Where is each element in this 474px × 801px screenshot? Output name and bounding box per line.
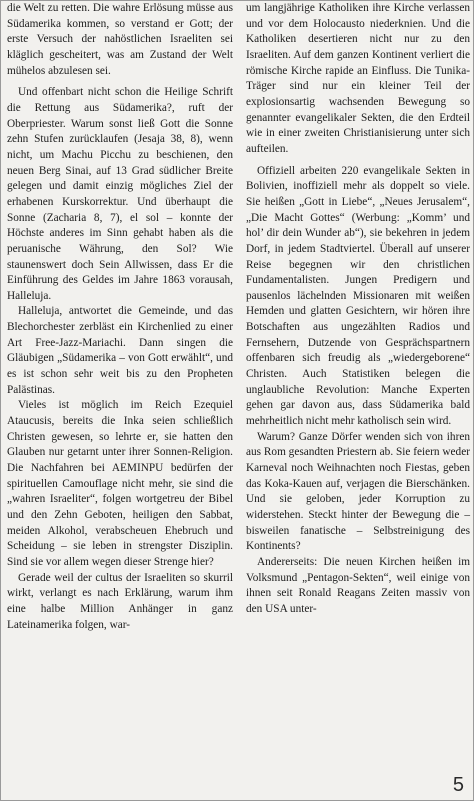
left-column (7, 1, 233, 633)
paragraph: die Welt zu retten. Die wahre Erlösung müsse aus Südamerika kommen, so verstand er Gott; der erste Versuch der nahöstlichen Israeliten sei kläglich gescheitert, was am Zustand der Welt mühelos abzulesen sei. (7, 2, 233, 77)
paragraph: Gerade weil der cultus der Israeliten so skurril wirkt, verlangt es nach Erklärung, warum ihm eine halbe Million Anhänger in ganz Lateinamerika folgen, war- (7, 571, 233, 631)
paragraph: um langjährige Katholiken ihre Kirche verlassen und vor dem Holocausto niederknien. Und die Katholiken desertieren nicht nur zu den Israeliten. Auf dem ganzen Kontinent verliert die römische Kirche rapide an Einfluss. Die Tunika-Träger sind nur ein kleiner Teil der explosionsartig wachsenden Bewegung so genannter evangelikaler Sekten, die den Erdteil wie in einer zweiten Christianisierung unter sich aufteilen. (246, 2, 470, 155)
paragraph: Andererseits: Die neuen Kirchen heißen im Volksmund „Pentagon-Sekten“, weil einige von ihnen seit Ronald Reagans Zeiten massiv von den USA unter- (246, 555, 470, 615)
paragraph: Und offenbart nicht schon die Heilige Schrift die Rettung aus Südamerika?, ruft der Oberpriester. Warum sonst ließ Gott die Sonne zehn Stufen zurücklaufen (Jesaja 38, 8), wenn nicht, um Machu Picchu zu beschienen, den neuen Berg Sinai, auf 13 Grad südlicher Breite gelegen und damit einzig mögliches Ziel der erhabenen Kurskorrektur. Und überhaupt die Sonne (Zacharia 8, 7), el sol – konnte der Höchste anderes im Sinn gehabt haben als die peruanische Währung, den Sol? Wie staunenswert doch Sein Allwissen, dass Er die Einführung des Geldes im Jahre 1863 vorausah, Halleluja. (7, 86, 233, 302)
paragraph: Halleluja, antwortet die Gemeinde, und das Blechorchester zerbläst ein Kirchenlied zu einer Art Free-Jazz-Mariachi. Dann singen die Gläubigen „Südamerika – von Gott erwählt“, und es ist schon sehr weit bis zu den Propheten Palästinas. (7, 305, 233, 396)
paragraph: Vieles ist möglich im Reich Ezequiel Ataucusis, bereits die Inka seien schließlich Christen gewesen, so lehrte er, sie hatten den Glauben nur getarnt unter ihrer Sonnen-Religion. Die Nachfahren bei AEMINPU bedürfen der spirituellen Camouflage nicht mehr, sie sind die „wahren Israeliter“, folgen wortgetreu der Bibel und den Zehn Geboten, heiligen den Sabbat, meiden Alkohol, verabscheuen Ehebruch und Scheidung – sie leben in strengster Disziplin. Sind sie vor allem wegen dieser Strenge hier? (7, 399, 233, 568)
paragraph: Warum? Ganze Dörfer wenden sich von ihren aus Rom gesandten Priestern ab. Sie feiern weder Karneval noch Weihnachten noch Fiestas, geben das Koka-Kauen auf, verjagen die Bierschänken. Und sie geloben, jeder Korruption zu widerstehen. Steckt hinter der Bewegung die – bisweilen fanatische – Selbstreinigung des Kontinents? (246, 430, 470, 553)
page-number: 5 (452, 774, 464, 796)
right-column (246, 1, 470, 618)
paragraph: Offiziell arbeiten 220 evangelikale Sekten in Bolivien, inoffiziell mehr als doppelt so viele. Sie heißen „Gott in Liebe“, „Neues Jerusalem“, „Die Macht Gottes“ (Werbung: „Komm’ und hol’ dir dein Wunder ab“), sie bekehren in jedem Dorf, in jedem Stadtviertel. Überall auf unserer Reise begegnen wir den christlichen Fundamentalisten. Jungen Predigern und pausenlos lächelnden Missionaren mit weißen Hemden und glatten Gesichtern, wir hören ihre Botschaften aus ungezählten Radios und Fernsehern, Dutzende von Gesprächspartnern offenbaren sich freudig als „wiedergeborene“ Christen. Auch Statistiken belegen die unglaubliche Revolution: Manche Experten gehen gar davon aus, dass Südamerika bald mehrheitlich nicht mehr katholisch sein wird. (246, 164, 470, 428)
